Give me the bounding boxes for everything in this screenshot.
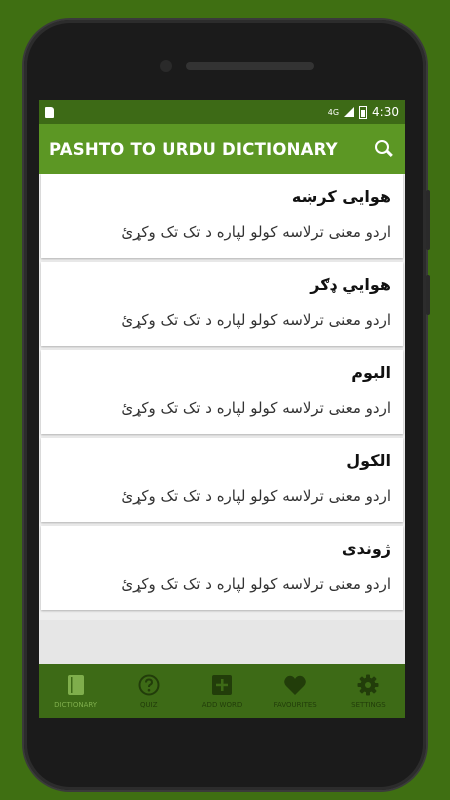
question-icon	[138, 673, 160, 697]
earpiece-speaker	[186, 62, 314, 70]
search-icon[interactable]	[373, 138, 395, 160]
entry-meaning: اردو معنی ترلاسه کولو لپاره د تک تک وکړئ	[121, 311, 391, 329]
gear-icon	[357, 673, 379, 697]
entry-word: هوايي ډګر	[310, 275, 391, 294]
tab-label: QUIZ	[140, 701, 158, 709]
list-item[interactable]	[41, 174, 403, 258]
page-title: PASHTO TO URDU DICTIONARY	[49, 139, 338, 159]
empty-area	[39, 620, 405, 664]
status-bar	[39, 100, 405, 124]
app-toolbar	[39, 124, 405, 174]
volume-button	[426, 190, 430, 250]
sd-card-icon	[45, 107, 54, 118]
book-icon	[67, 673, 85, 697]
entry-meaning: اردو معنی ترلاسه کولو لپاره د تک تک وکړئ	[121, 223, 391, 241]
list-item[interactable]	[41, 262, 403, 346]
entry-word: البوم	[351, 363, 391, 382]
entry-meaning: اردو معنی ترلاسه کولو لپاره د تک تک وکړئ	[121, 575, 391, 593]
tab-favourites[interactable]	[259, 664, 332, 718]
tab-settings[interactable]	[332, 664, 405, 718]
entry-word: ژوندی	[341, 539, 391, 558]
battery-icon	[359, 106, 367, 119]
add-box-icon	[211, 673, 233, 697]
list-item[interactable]	[41, 350, 403, 434]
tab-quiz[interactable]	[112, 664, 185, 718]
entry-word: هوایی کرښه	[291, 187, 391, 206]
bottom-navigation	[39, 664, 405, 718]
signal-icon	[344, 107, 354, 117]
app-screen	[39, 100, 405, 718]
network-type: 4G	[327, 107, 340, 117]
clock: 4:30	[372, 105, 399, 119]
list-item[interactable]	[41, 438, 403, 522]
front-camera	[160, 60, 172, 72]
tab-add-word[interactable]	[185, 664, 258, 718]
entry-meaning: اردو معنی ترلاسه کولو لپاره د تک تک وکړئ	[121, 487, 391, 505]
entry-meaning: اردو معنی ترلاسه کولو لپاره د تک تک وکړئ	[121, 399, 391, 417]
tab-label: DICTIONARY	[54, 701, 98, 709]
power-button	[426, 275, 430, 315]
word-list	[39, 174, 405, 664]
tab-label: SETTINGS	[351, 701, 386, 709]
entry-word: الکول	[346, 451, 391, 470]
tab-label: ADD WORD	[201, 701, 243, 709]
tab-dictionary[interactable]	[39, 664, 112, 718]
tab-label: FAVOURITES	[273, 701, 317, 709]
list-item[interactable]	[41, 526, 403, 610]
heart-icon	[283, 673, 307, 697]
